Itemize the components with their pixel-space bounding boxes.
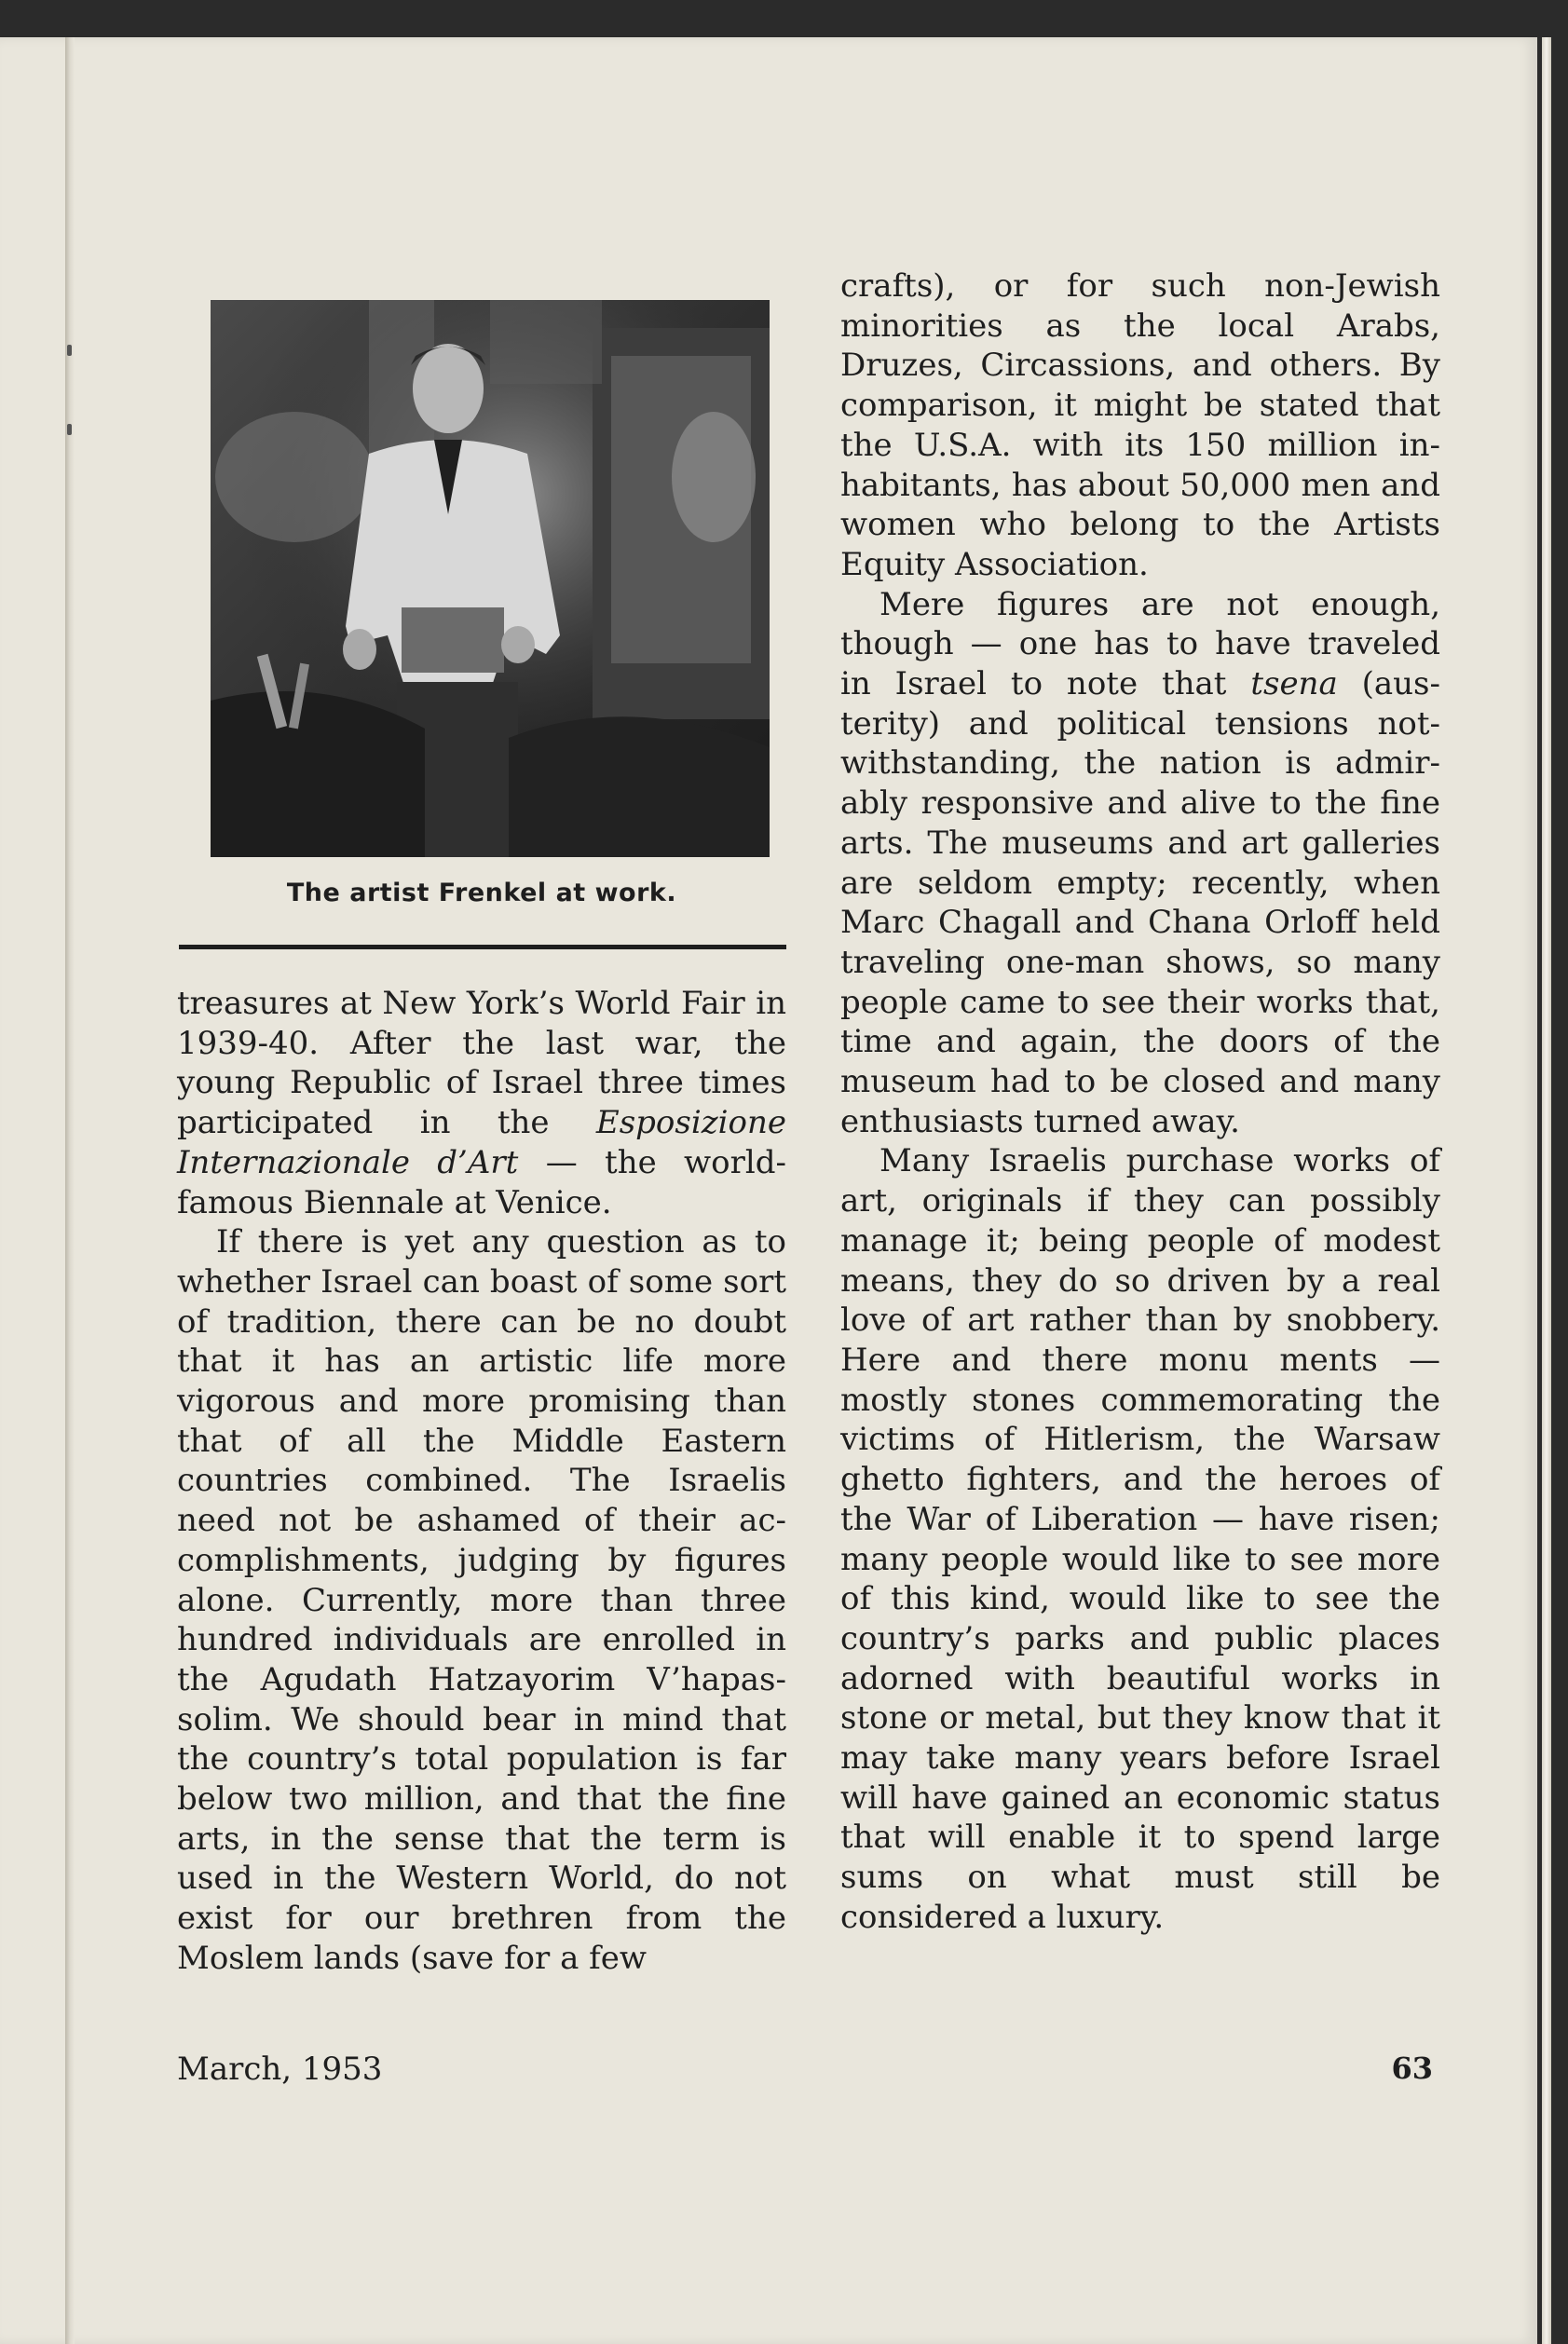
right-paragraph-3: Many Israelis purchase works of art, originals if they can possibly manage it; being people of modest means, they do so driven by a real love of art rather than by snobbery. Here and there monu ments — mostly stones commemorating the victims of Hitlerism, the Warsaw ghetto fighters, and the heroes of the War of Liberation — have risen; many people would like to see more of this kind, would like to see the country’s parks and public places adorned with beautiful works in stone or metal, but they know that it may take many years before Israel will have gained an economic status that will enable it to spend large sums on what must still be considered a luxury. [840, 1142, 1440, 1936]
binding-gutter [65, 37, 75, 2344]
artist-photo [211, 300, 770, 857]
page-edge [1542, 37, 1551, 2344]
binding-mark [67, 424, 72, 435]
left-paragraph-2: If there is yet any question as to whether Israel can boast of some sort of tradition, there can be no doubt that it has an artistic life more vigorous and more promising than that of all the Middle Eastern countries combined. The Israelis need not be ashamed of their accomplishments, judging by figures alone. Currently, more than three hundred individuals are enrolled in the Agudath Hatzayorim V’hapassolim. We should bear in mind that the country’s total population is far below two million, and that the fine arts, in the sense that the term is used in the Western World, do not exist for our brethren from the Moslem lands (save for a few [177, 1223, 786, 1977]
right-text-column [840, 266, 1440, 1938]
binding-mark [67, 345, 72, 356]
left-text-column [177, 984, 786, 1979]
divider-rule [179, 945, 786, 949]
right-paragraph-1: crafts), or for such non-Jewish minorities as the local Arabs, Druzes, Circassions, and others. By comparison, it might be stated that the U.S.A. with its 150 million inhabitants, has about 50,000 men and women who belong to the Artists Equity Association. [840, 267, 1440, 583]
italic-word: tsena [1250, 665, 1338, 703]
page-number: 63 [1391, 2051, 1433, 2086]
italic-title: Esposizione Internazionale d’Art [177, 1104, 786, 1181]
issue-date: March, 1953 [177, 2051, 383, 2088]
right-paragraph-2: Mere figures are not enough, though — one has to have traveled in Israel to note that tsena (austerity) and political tensions notwithstanding, the nation is admirably responsive and alive to the fine arts. The museums and art galleries are seldom empty; recently, when Marc Chagall and Chana Orloff held traveling one-man shows, so many people came to see their works that, time and again, the doors of the museum had to be closed and many enthusiasts turned away. [840, 585, 1440, 1140]
photo-image [211, 300, 770, 857]
photo-caption: The artist Frenkel at work. [286, 879, 677, 907]
left-paragraph-1: treasures at New York’s World Fair in 1939-40. After the last war, the young Republic of Israel three times participated in the Esposizione Internazionale d’Art — the world-famous Biennale at Venice. [177, 985, 786, 1221]
